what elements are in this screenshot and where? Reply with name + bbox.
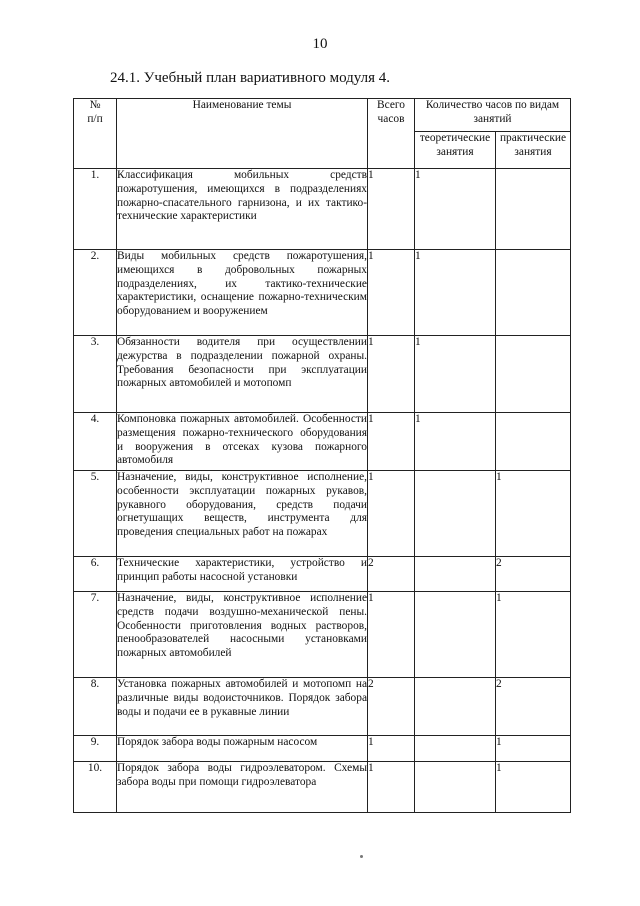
header-practice: практические занятия [496,132,571,169]
table-row [74,471,571,557]
curriculum-table [73,98,571,813]
row-practice-hours [496,250,571,336]
row-number: 6. [74,557,117,592]
row-topic: Виды мобильных средств пожаротушения, имеющихся в добровольных пожарных подразделениях, их тактико-технические характеристики, оснащение пожарно-техническим оборудованием и вооружением [117,250,368,336]
table-row [74,336,571,413]
row-topic: Компоновка пожарных автомобилей. Особенности размещения пожарно-технического оборудования и вооружения в отсеках кузова пожарного автомобиля [117,413,368,471]
table-row [74,592,571,678]
header-theory: теоретические занятия [415,132,496,169]
row-practice-hours: 1 [496,592,571,678]
row-topic: Назначение, виды, конструктивное исполнение, особенности эксплуатации пожарных рукавов, рукавного оборудования, средств подачи огнетушащих веществ, инструмента для проведения специальных работ на пожарах [117,471,368,557]
row-practice-hours [496,336,571,413]
table-row [74,762,571,813]
row-number: 2. [74,250,117,336]
table-row [74,169,571,250]
row-total-hours: 2 [368,557,415,592]
table-row [74,557,571,592]
scan-artifact-dot [360,855,363,858]
header-hours-by-type: Количество часов по видам занятий [415,99,571,132]
row-number: 4. [74,413,117,471]
row-theory-hours [415,557,496,592]
header-total-hours: Всего часов [368,99,415,169]
row-total-hours: 1 [368,413,415,471]
table-row [74,413,571,471]
row-total-hours: 1 [368,169,415,250]
row-theory-hours: 1 [415,336,496,413]
row-topic: Назначение, виды, конструктивное исполнение средств подачи воздушно-механической пены. Особенности приготовления водных растворов, пенообразователей насосными установками пожарных автомобилей [117,592,368,678]
row-total-hours: 1 [368,762,415,813]
row-number: 10. [74,762,117,813]
row-topic: Классификация мобильных средств пожаротушения, имеющихся в подразделениях пожарно-спасательного гарнизона, и их тактико-технические характеристики [117,169,368,250]
row-total-hours: 1 [368,592,415,678]
row-practice-hours: 1 [496,736,571,762]
row-theory-hours: 1 [415,250,496,336]
row-practice-hours [496,413,571,471]
row-total-hours: 1 [368,471,415,557]
row-number: 7. [74,592,117,678]
row-total-hours: 1 [368,736,415,762]
document-title: 24.1. Учебный план вариативного модуля 4. [110,70,391,86]
row-theory-hours [415,678,496,736]
table-body [74,169,571,813]
row-number: 3. [74,336,117,413]
row-practice-hours: 2 [496,557,571,592]
row-topic: Технические характеристики, устройство и принцип работы насосной установки [117,557,368,592]
row-practice-hours: 1 [496,762,571,813]
header-number: № п/п [74,99,117,169]
row-topic: Порядок забора воды пожарным насосом [117,736,368,762]
header-topic-name: Наименование темы [117,99,368,169]
table-row [74,736,571,762]
row-theory-hours: 1 [415,169,496,250]
row-practice-hours: 2 [496,678,571,736]
row-number: 1. [74,169,117,250]
page-number: 10 [312,36,328,52]
table-row [74,678,571,736]
row-topic: Порядок забора воды гидроэлеватором. Схемы забора воды при помощи гидроэлеватора [117,762,368,813]
row-theory-hours [415,592,496,678]
table-row [74,250,571,336]
row-number: 9. [74,736,117,762]
row-topic: Установка пожарных автомобилей и мотопомп на различные виды водоисточников. Порядок забора воды и подачи ее в рукавные линии [117,678,368,736]
row-number: 8. [74,678,117,736]
row-number: 5. [74,471,117,557]
row-theory-hours [415,762,496,813]
row-total-hours: 2 [368,678,415,736]
table-header-row [74,99,571,132]
row-topic: Обязанности водителя при осуществлении дежурства в подразделении пожарной охраны. Требования безопасности при эксплуатации пожарных автомобилей и мотопомп [117,336,368,413]
row-total-hours: 1 [368,250,415,336]
row-practice-hours: 1 [496,471,571,557]
row-practice-hours [496,169,571,250]
row-theory-hours [415,471,496,557]
row-total-hours: 1 [368,336,415,413]
row-theory-hours [415,736,496,762]
row-theory-hours: 1 [415,413,496,471]
